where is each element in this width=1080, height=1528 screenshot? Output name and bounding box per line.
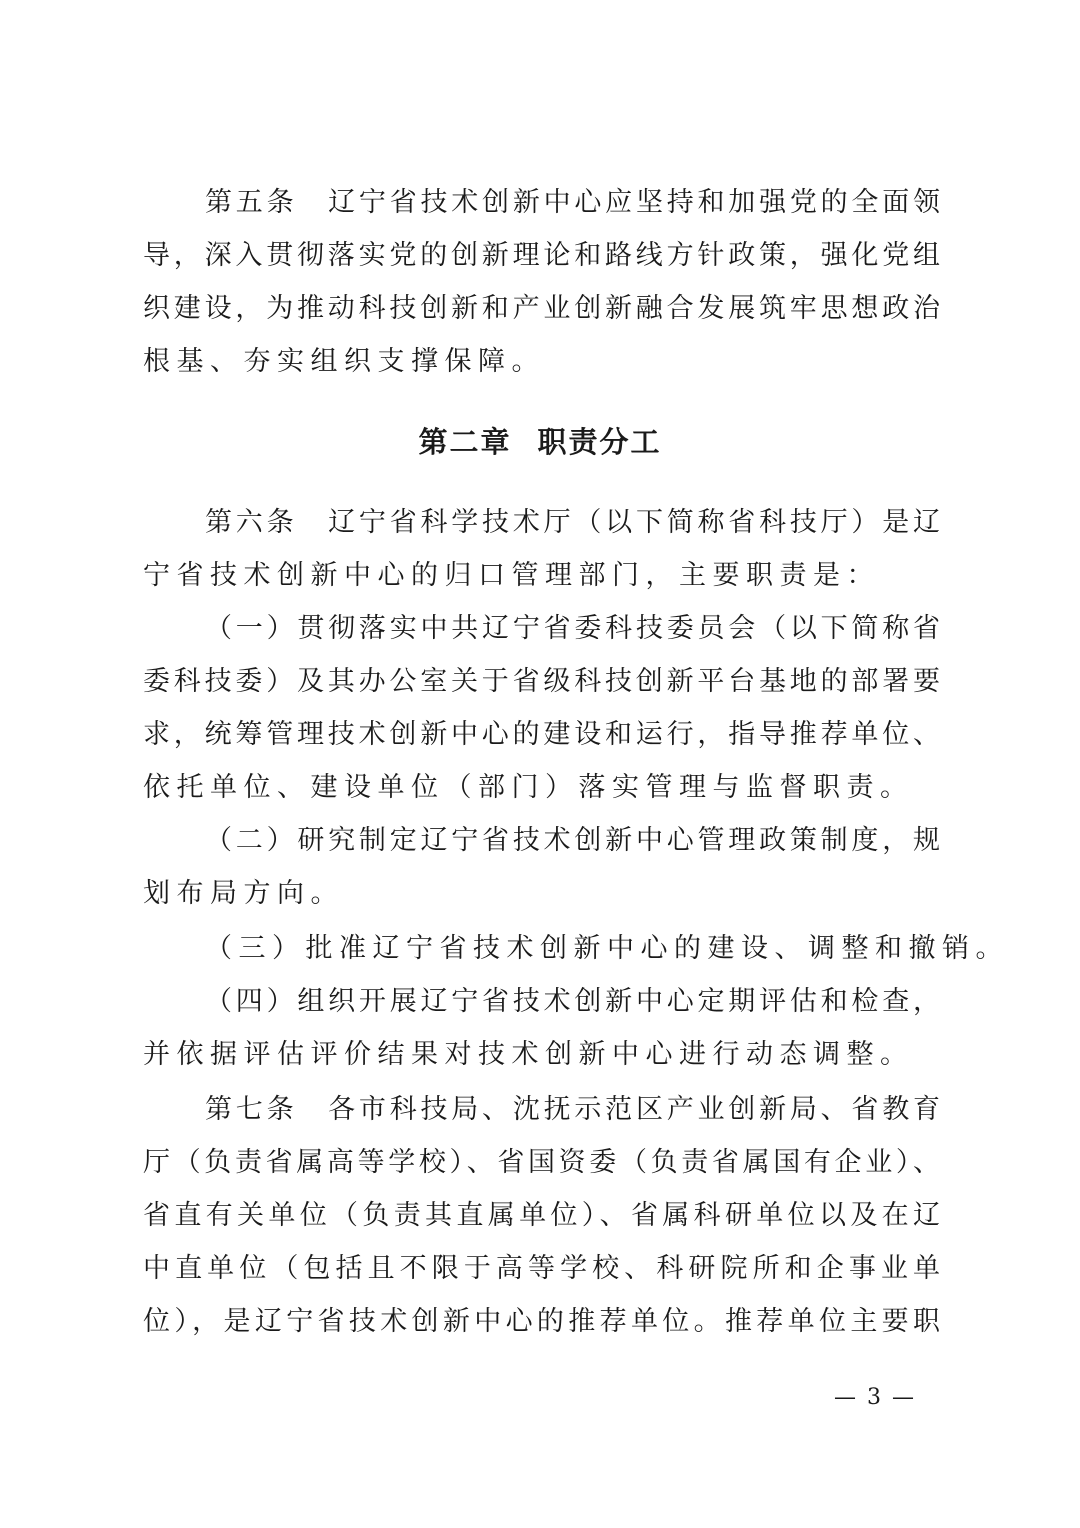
duty4-line-1: （四）组织开展辽宁省技术创新中心定期评估和检查，	[205, 986, 940, 1017]
article7-line-1: 第七条 各市科技局、沈抚示范区产业创新局、省教育	[205, 1094, 940, 1125]
chapter-heading	[0, 420, 1080, 464]
chapter-number: 第二章	[418, 425, 512, 459]
article7-line-2: 厅（负责省属高等学校）、省国资委（负责省属国有企业）、	[143, 1147, 940, 1178]
article6-line-1: 第六条 辽宁省科学技术厅（以下简称省科技厅）是辽	[205, 507, 940, 538]
duty4-line-2: 并依据评估评价结果对技术创新中心进行动态调整。	[143, 1039, 914, 1070]
duty2-line-2: 划布局方向。	[143, 878, 344, 909]
article7-line-5: 位），是辽宁省技术创新中心的推荐单位。推荐单位主要职	[143, 1306, 940, 1337]
article7-line-4: 中直单位（包括且不限于高等学校、科研院所和企事业单	[143, 1253, 940, 1284]
article6-line-2: 宁省技术创新中心的归口管理部门，主要职责是：	[143, 560, 880, 591]
duty1-line-2: 委科技委）及其办公室关于省级科技创新平台基地的部署要	[143, 666, 940, 697]
article5-line-2: 导，深入贯彻落实党的创新理论和路线方针政策，强化党组	[143, 240, 940, 271]
article5-line-1: 第五条 辽宁省技术创新中心应坚持和加强党的全面领	[205, 187, 940, 218]
duty1-line-3: 求，统筹管理技术创新中心的建设和运行，指导推荐单位、	[143, 719, 940, 750]
chapter-title: 职责分工	[537, 425, 662, 459]
duty2-line-1: （二）研究制定辽宁省技术创新中心管理政策制度，规	[205, 825, 940, 856]
article7-line-3: 省直有关单位（负责其直属单位）、省属科研单位以及在辽	[143, 1200, 940, 1231]
duty1-line-1: （一）贯彻落实中共辽宁省委科技委员会（以下简称省	[205, 613, 940, 644]
article5-line-4: 根基、夯实组织支撑保障。	[143, 346, 545, 377]
duty3-line-1: （三）批准辽宁省技术创新中心的建设、调整和撤销。	[205, 933, 1009, 964]
article5-line-3: 织建设，为推动科技创新和产业创新融合发展筑牢思想政治	[143, 293, 940, 324]
duty1-line-4: 依托单位、建设单位（部门）落实管理与监督职责。	[143, 772, 914, 803]
page-number: — 3 —	[834, 1385, 916, 1410]
